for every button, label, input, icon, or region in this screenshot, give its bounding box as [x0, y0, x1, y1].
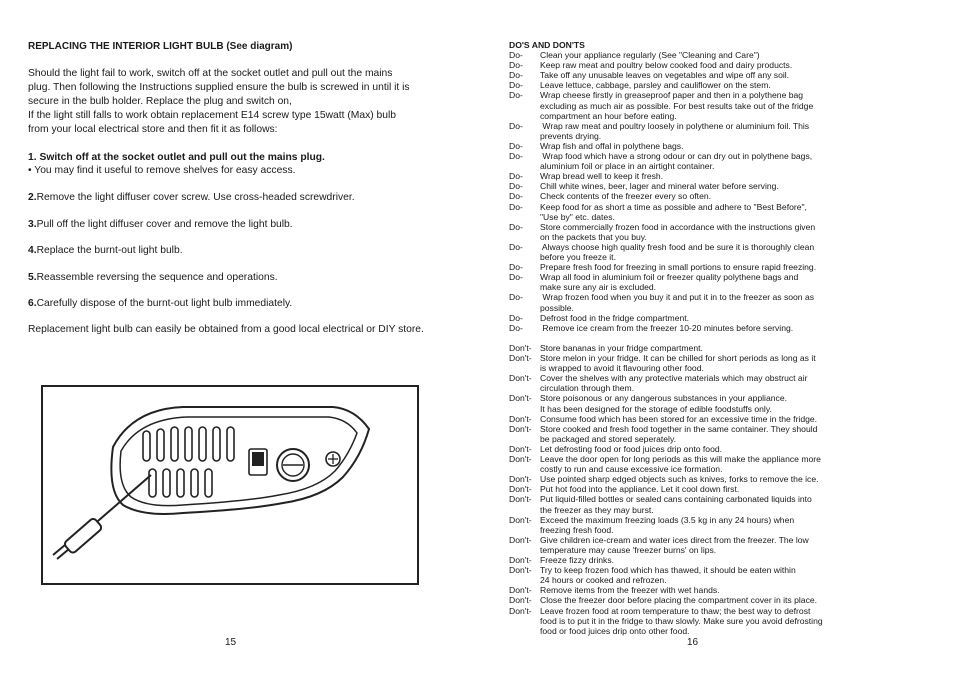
item-text: food or food juices drip onto other food.	[540, 625, 690, 636]
do-item	[509, 111, 677, 121]
do-item	[509, 303, 574, 313]
step-1: 1. Switch off at the socket outlet and pull out the mains plug.	[28, 152, 325, 163]
item-text: make sure any air is excluded.	[540, 282, 657, 293]
item-text: aluminium foil or place in an airtight container.	[540, 161, 715, 172]
item-label: Don't-	[509, 443, 532, 454]
do-item	[509, 292, 814, 302]
section-title: REPLACING THE INTERIOR LIGHT BULB (See diagram)	[28, 41, 293, 52]
step-4	[28, 244, 183, 257]
dont-item	[509, 343, 703, 353]
item-text: Try to keep frozen food which has thawed, it should be eaten within	[540, 565, 796, 576]
dont-item	[509, 434, 676, 444]
item-label: Don't-	[509, 595, 532, 606]
dont-item	[509, 565, 796, 575]
step-3	[28, 218, 293, 231]
dont-item	[509, 606, 810, 616]
item-text: food is to put it in the fridge to thaw slowly. Make sure you avoid defrosting	[540, 615, 823, 626]
item-text: circulation through them.	[540, 383, 635, 394]
item-label: Do-	[509, 322, 523, 333]
item-label: Don't-	[509, 494, 532, 505]
item-text: prevents drying.	[540, 130, 602, 141]
dont-item	[509, 404, 772, 414]
item-text: Consume food which has been stored for an excessive time in the fridge.	[540, 413, 818, 424]
item-text: Store cooked and fresh food together in the same container. They should	[540, 423, 818, 434]
dont-item	[509, 525, 614, 535]
dont-item	[509, 555, 614, 565]
item-text: before you freeze it.	[540, 252, 616, 262]
item-text: Check contents of the freezer every so often.	[540, 191, 712, 202]
item-text: Let defrosting food or food juices drip onto food.	[540, 443, 723, 454]
dont-item	[509, 515, 794, 525]
intro-line: plug. Then following the Instructions supplied ensure the bulb is screwed in until it is	[28, 82, 410, 93]
item-label: Don't-	[509, 605, 532, 616]
item-label: Don't-	[509, 423, 532, 434]
dont-item	[509, 414, 817, 424]
dos-donts-title: DO'S AND DON'TS	[509, 40, 585, 50]
item-text: Wrap frozen food when you buy it and put it in to the freezer as soon as	[540, 292, 815, 303]
dont-item	[509, 595, 817, 605]
do-item	[509, 191, 711, 201]
item-text: Store bananas in your fridge compartment.	[540, 342, 703, 353]
do-item	[509, 90, 803, 100]
item-text: Leave frozen food at room temperature to thaw; the best way to defrost	[540, 605, 811, 616]
item-label: Don't-	[509, 373, 532, 384]
item-text: Close the freezer door before placing the compartment cover in its place.	[540, 595, 818, 606]
do-item	[509, 222, 815, 232]
do-item	[509, 141, 683, 151]
dont-item	[509, 575, 667, 585]
screwdriver	[53, 475, 151, 559]
item-label: Do-	[509, 70, 523, 81]
dont-item	[509, 585, 720, 595]
item-text: Cover the shelves with any protective materials which may obstruct air	[540, 373, 808, 384]
item-text: Wrap food which have a strong odour or can dry out in polythene bags,	[540, 151, 813, 161]
do-item	[509, 313, 689, 323]
item-label: Do-	[509, 60, 523, 71]
step-6	[28, 297, 292, 310]
item-label: Do-	[509, 151, 523, 161]
item-text: Keep raw meat and poultry below cooked food and dairy products.	[540, 60, 793, 71]
item-text: Exceed the maximum freezing loads (3.5 kg in any 24 hours) when	[540, 514, 795, 525]
item-label: Do-	[509, 292, 523, 303]
item-text: Wrap fish and offal in polythene bags.	[540, 140, 684, 151]
item-text: the freezer as they may burst.	[540, 504, 654, 515]
item-label: Don't-	[509, 534, 532, 545]
dont-item	[509, 474, 819, 484]
dont-item	[509, 484, 739, 494]
item-text: It has been designed for the storage of edible foodstuffs only.	[540, 403, 772, 414]
do-item	[509, 50, 760, 60]
diffuser-illustration	[43, 387, 417, 583]
item-text: Put liquid-filled bottles or sealed cans containing carbonated liquids into	[540, 494, 812, 505]
item-text: on the packets that you buy.	[540, 231, 647, 242]
do-item	[509, 202, 807, 212]
item-text: Clean your appliance regularly (See "Cleaning and Care")	[540, 50, 760, 60]
step-number: 2.	[28, 192, 37, 203]
step-number: 4.	[28, 245, 37, 256]
page-number: 15	[225, 637, 237, 648]
do-item	[509, 70, 789, 80]
do-item	[509, 121, 809, 131]
dont-item	[509, 373, 807, 383]
item-label: Do-	[509, 90, 523, 101]
do-item	[509, 232, 647, 242]
item-text: compartment an hour before eating.	[540, 110, 677, 121]
item-text: Freeze fizzy drinks.	[540, 555, 615, 565]
step-number: 6.	[28, 298, 37, 309]
item-label: Don't-	[509, 514, 532, 525]
item-text: Give children ice-cream and water ices direct from the freezer. The low	[540, 534, 809, 545]
item-text: possible.	[540, 302, 574, 313]
housing-outline	[111, 407, 369, 514]
step-1-note: • You may find it useful to remove shelves for easy access.	[28, 165, 296, 176]
item-text: freezing fresh food.	[540, 524, 614, 535]
dont-item	[509, 393, 787, 403]
item-text: Put hot food into the appliance. Let it cool down first.	[540, 484, 740, 495]
item-label: Do-	[509, 272, 523, 283]
step-number: 3.	[28, 219, 37, 230]
do-item	[509, 212, 615, 222]
item-label: Do-	[509, 80, 523, 91]
dont-item	[509, 505, 654, 515]
item-text: Prepare fresh food for freezing in small portions to ensure rapid freezing.	[540, 262, 817, 273]
do-item	[509, 171, 663, 181]
step-2	[28, 191, 355, 204]
dont-item	[509, 424, 817, 434]
item-label: Do-	[509, 171, 523, 182]
dont-item	[509, 353, 816, 363]
item-text: Store melon in your fridge. It can be chilled for short periods as long as it	[540, 353, 816, 363]
dont-item	[509, 626, 690, 636]
item-label: Do-	[509, 191, 523, 202]
do-item	[509, 272, 798, 282]
item-label: Don't-	[509, 454, 532, 464]
do-item	[509, 101, 813, 111]
item-text: Always choose high quality fresh food and be sure it is thoroughly clean	[540, 241, 815, 252]
item-label: Don't-	[509, 353, 532, 363]
item-text: Wrap cheese firstly in greaseproof paper and then in a polythene bag	[540, 90, 804, 101]
page-number: 16	[687, 637, 699, 648]
dont-item	[509, 383, 634, 393]
item-text: Remove items from the freezer with wet hands.	[540, 585, 720, 596]
item-text: excluding as much air as possible. For best results take out of the fridge	[540, 100, 814, 111]
intro-line: secure in the bulb holder. Replace the plug and switch on,	[28, 96, 292, 107]
dont-item	[509, 363, 704, 373]
item-label: Do-	[509, 140, 523, 151]
step-text: Pull off the light diffuser cover and remove the light bulb.	[36, 219, 293, 230]
item-text: Wrap bread well to keep it fresh.	[540, 171, 664, 182]
item-text: Leave the door open for long periods as this will make the appliance more	[540, 454, 821, 464]
do-item	[509, 181, 779, 191]
item-text: Leave lettuce, cabbage, parsley and cauliflower on the stem.	[540, 80, 771, 91]
item-text: Wrap raw meat and poultry loosely in polythene or aluminium foil. This	[540, 120, 810, 131]
item-label: Don't-	[509, 484, 532, 495]
footer-note: Replacement light bulb can easily be obtained from a good local electrical or DIY store.	[28, 324, 424, 335]
dont-item	[509, 535, 809, 545]
item-text: Store commercially frozen food in accordance with the instructions given	[540, 221, 816, 232]
item-text: costly to run and cause excessive ice formation.	[540, 464, 723, 475]
item-label: Do-	[509, 181, 523, 192]
item-text: Keep food for as short a time as possible and adhere to "Best Before",	[540, 201, 807, 212]
item-text: be packaged and stored seperately.	[540, 433, 677, 444]
item-label: Do-	[509, 50, 523, 60]
step-text: Remove the light diffuser cover screw. Use cross-headed screwdriver.	[36, 192, 355, 203]
do-item	[509, 151, 812, 161]
light-diffuser-diagram	[41, 385, 419, 585]
item-text: Chill white wines, beer, lager and mineral water before serving.	[540, 181, 779, 192]
item-label: Do-	[509, 201, 523, 212]
dont-item	[509, 454, 821, 464]
item-text: Remove ice cream from the freezer 10-20 minutes before serving.	[540, 322, 794, 333]
do-item	[509, 252, 616, 262]
do-item	[509, 80, 771, 90]
item-text: Store poisonous or any dangerous substances in your appliance.	[540, 393, 787, 404]
dont-item	[509, 545, 716, 555]
item-text: 24 hours or cooked and refrozen.	[540, 575, 667, 586]
item-label: Don't-	[509, 555, 532, 565]
intro-line: If the light still falls to work obtain replacement E14 screw type 15watt (Max) bulb	[28, 110, 396, 121]
item-text: Take off any unusable leaves on vegetables and wipe off any soil.	[540, 70, 790, 81]
item-label: Do-	[509, 312, 523, 323]
item-label: Do-	[509, 262, 523, 273]
dont-item	[509, 464, 722, 474]
do-item	[509, 242, 814, 252]
do-item	[509, 262, 816, 272]
do-item	[509, 282, 656, 292]
item-text: Use pointed sharp edged objects such as knives, forks to remove the ice.	[540, 474, 819, 485]
item-label: Do-	[509, 221, 523, 232]
step-5	[28, 271, 278, 284]
do-item	[509, 323, 793, 333]
item-label: Do-	[509, 241, 523, 252]
dont-item	[509, 494, 812, 504]
page-right	[477, 0, 954, 675]
step-number: 5.	[28, 272, 37, 283]
item-text: "Use by" etc. dates.	[540, 211, 615, 222]
do-item	[509, 60, 792, 70]
item-label: Don't-	[509, 474, 532, 485]
item-text: is wrapped to avoid it flavouring other food.	[540, 363, 704, 374]
item-text: Defrost food in the fridge compartment.	[540, 312, 690, 323]
item-text: Wrap all food in aluminium foil or freezer quality polythene bags and	[540, 272, 799, 283]
dont-item	[509, 616, 823, 626]
item-label: Do-	[509, 120, 523, 131]
item-label: Don't-	[509, 413, 532, 424]
do-item	[509, 161, 714, 171]
dont-item	[509, 444, 722, 454]
vent-slots	[143, 427, 234, 497]
intro-line: Should the light fail to work, switch off at the socket outlet and pull out the mains	[28, 68, 393, 79]
step-text: Carefully dispose of the burnt-out light bulb immediately.	[36, 298, 293, 309]
step-text: Replace the burnt-out light bulb.	[36, 245, 183, 256]
item-label: Don't-	[509, 393, 532, 404]
step-text: Reassemble reversing the sequence and operations.	[36, 272, 278, 283]
do-item	[509, 131, 601, 141]
intro-line: from your local electrical store and then fit it as follows:	[28, 124, 278, 135]
item-text: temperature may cause 'freezer burns' on lips.	[540, 544, 717, 555]
item-label: Don't-	[509, 585, 532, 596]
item-label: Don't-	[509, 342, 532, 353]
item-label: Don't-	[509, 565, 532, 576]
